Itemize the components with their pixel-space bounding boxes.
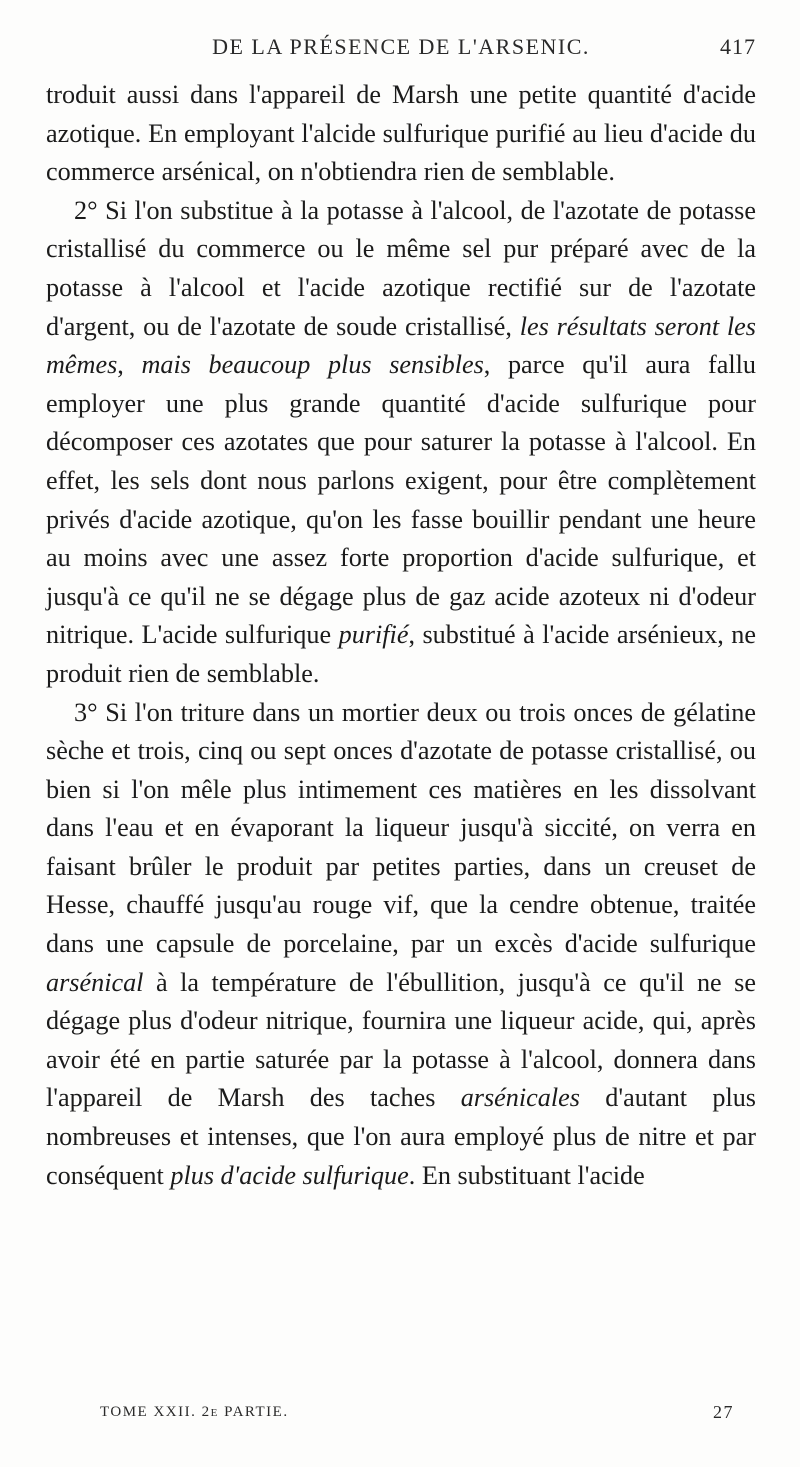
text-run: troduit aussi dans l'appareil de Marsh une petite quantité d'acide azotique. En employant l'alcide sulfurique purifié au lieu d'acide du commerce arsénical, on n'obtiendra rien de semblable.	[46, 80, 756, 187]
paragraph	[46, 192, 756, 694]
running-title: DE LA PRÉSENCE DE L'ARSENIC.	[212, 34, 590, 59]
text-run: ,	[117, 350, 142, 380]
paragraph	[46, 76, 756, 192]
italic-phrase: arsénical	[46, 967, 144, 997]
page-footer	[100, 1404, 734, 1434]
text-run: 3° Si l'on triture dans un mortier deux ou trois onces de gélatine sèche et trois, cinq ou sept onces d'azotate de potasse cristallisé, ou bien si l'on mêle plus intimement ces matières en les dissolvant dans l'eau et en évaporant la liqueur jusqu'à siccité, on verra en faisant brûler le produit par petites parties, dans un creuset de Hesse, chauffé jusqu'au rouge vif, que la cendre obtenue, traitée dans une capsule de porcelaine, par un excès d'acide sulfurique	[46, 697, 756, 959]
italic-phrase: mais beaucoup plus sensibles	[141, 350, 484, 380]
page-number: 417	[720, 34, 756, 59]
text-run: à la température de l'ébullition, jusqu'à ce qu'il ne se dégage plus d'odeur nitrique, fournira une liqueur acide, qui, après avoir été en partie saturée par la potasse à l'alcool, donnera dans l'appareil de Marsh des taches	[46, 967, 756, 1113]
text-run: , substitué à l'acide arsénieux, ne produit rien de semblable.	[46, 620, 757, 688]
text-run: . En substituant l'acide	[408, 1160, 645, 1190]
volume-line: TOME XXII. 2e PARTIE.	[100, 1404, 289, 1420]
text-run: , parce qu'il aura fallu employer une plus grande quantité d'acide sulfurique pour décomposer ces azotates que pour saturer la potasse à l'alcool. En effet, les sels dont nous parlons exigent, pour être complètement privés d'acide azotique, qu'on les fasse bouillir pendant une heure au moins avec une assez forte proportion d'acide sulfurique, et jusqu'à ce qu'il ne se dégage plus de gaz acide azoteux ni d'odeur nitrique. L'acide sulfurique	[46, 350, 757, 650]
text-run: d'autant plus nombreuses et intenses, que l'on aura employé plus de nitre et par conséquent	[46, 1083, 756, 1190]
page-header	[46, 34, 756, 74]
body-text	[46, 76, 756, 1195]
italic-phrase: plus d'acide sulfurique	[170, 1160, 409, 1190]
paragraph	[46, 694, 756, 1196]
italic-phrase: arsénicales	[460, 1083, 580, 1113]
italic-phrase: purifié	[338, 620, 409, 650]
italic-phrase: les résultats seront les mêmes	[46, 311, 756, 380]
signature-mark: 27	[713, 1402, 734, 1422]
text-run: 2° Si l'on substitue à la potasse à l'alcool, de l'azotate de potasse cristallisé du commerce ou le même sel pur préparé avec de la potasse à l'alcool et l'acide azotique rectifié sur de l'azotate d'argent, ou de l'azotate de soude cristallisé,	[46, 195, 756, 341]
